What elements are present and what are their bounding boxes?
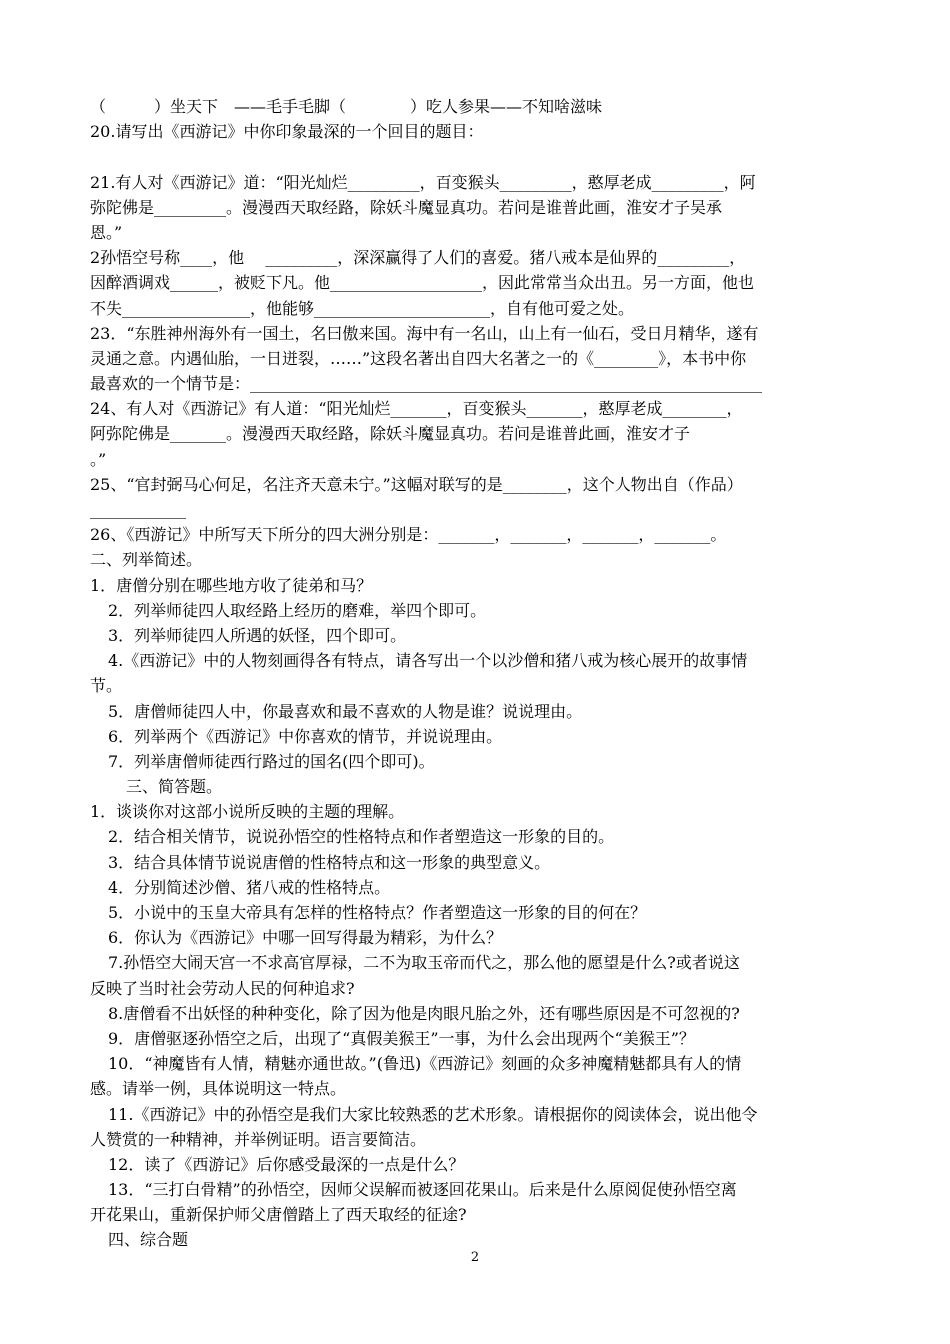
text-line: 3．结合具体情节说说唐僧的性格特点和这一形象的典型意义。 <box>108 852 551 872</box>
text-line: 节。 <box>90 676 123 696</box>
text-line: 弥陀佛是_________。漫漫西天取经路，除妖斗魔显真功。若问是谁普此画，淮安才子吴承 <box>90 197 723 217</box>
text-line: 最喜欢的一个情节是：________________________________________________________________ <box>90 374 763 394</box>
text-line: 1．谈谈你对这部小说所反映的主题的理解。 <box>90 802 405 822</box>
text-line: 灵通之意。内遇仙胎，一日迸裂，……”这段名著出自四大名著之一的《________》，本书中你 <box>90 348 747 368</box>
text-line: 恩。” <box>90 222 123 242</box>
document-body <box>90 94 900 1253</box>
text-line: 因醉酒调戏______，被贬下凡。他___________________，因此常常当众出丑。另一方面，他也 <box>90 273 755 293</box>
text-line: ____________ <box>90 500 186 519</box>
text-line: 7.孙悟空大闹天宫一不求高官厚禄，二不为取玉帝而代之，那么他的愿望是什么?或者说这 <box>108 953 740 973</box>
page-number: 2 <box>470 1250 480 1265</box>
text-line: 5．小说中的玉皇大帝具有怎样的性格特点？作者塑造这一形象的目的何在？ <box>108 903 647 922</box>
text-line: 4.《西游记》中的人物刻画得各有特点，请各写出一个以沙僧和猪八戒为核心展开的故事情 <box>108 651 748 671</box>
text-line: 3．列举师徒四人所遇的妖怪，四个即可。 <box>108 625 407 645</box>
text-line: 感。请举一例，具体说明这一特点。 <box>90 1079 347 1099</box>
text-line: 13．“三打白骨精”的孙悟空，因师父误解而被逐回花果山。后来是什么原阅促使孙悟空离 <box>108 1180 737 1200</box>
text-line: 12．读了《西游记》后你感受最深的一点是什么？ <box>108 1154 465 1174</box>
text-line: 四、综合题 <box>108 1230 189 1250</box>
text-line: 20.请写出《西游记》中你印象最深的一个回目的题目： <box>90 122 484 142</box>
text-line: 10．“神魔皆有人情，精魅亦通世故。”(鲁迅)《西游记》刻画的众多神魔精魅都具有人的情 <box>108 1054 742 1074</box>
text-line: 25、“官封弼马心何足，名注齐天意未宁。”这幅对联写的是________，这个人物出自（作品） <box>90 474 743 494</box>
text-line: 1．唐僧分别在哪些地方收了徒弟和马？ <box>90 575 373 595</box>
text-line: 6．列举两个《西游记》中你喜欢的情节，并说说理由。 <box>108 726 503 746</box>
text-line: 5．唐僧师徒四人中，你最喜欢和最不喜欢的人物是谁？说说理由。 <box>108 701 583 721</box>
text-line: 7．列举唐僧师徒西行路过的国名(四个即可)。 <box>108 751 435 771</box>
text-line: 开花果山，重新保护师父唐僧踏上了西天取经的征途? <box>90 1205 467 1225</box>
text-line: 不失________________，他能够______________________，自有他可爱之处。 <box>90 298 635 318</box>
text-line: 4．分别简述沙僧、猪八戒的性格特点。 <box>108 877 391 897</box>
text-line: 人赞赏的一种精神，并举例证明。语言要简洁。 <box>90 1129 427 1149</box>
text-line: 。” <box>90 449 107 469</box>
text-line: 23．“东胜神州海外有一国土，名曰傲来国。海中有一名山，山上有一仙石，受日月精华，遂有 <box>90 323 759 343</box>
blank-line <box>90 144 900 169</box>
text-line: 2．结合相关情节，说说孙悟空的性格特点和作者塑造这一形象的目的。 <box>108 827 615 847</box>
text-line: 二、列举简述。 <box>90 550 203 570</box>
text-line: 反映了当时社会劳动人民的何种追求? <box>90 978 355 998</box>
text-line: 26、《西游记》中所写天下所分的四大洲分别是：_______，_______，_______，_______。 <box>90 525 727 545</box>
text-line: 21.有人对《西游记》道：“阳光灿烂_________，百变猴头_________，憨厚老成_________，阿 <box>90 172 756 192</box>
text-line: 2孙悟空号称____，他 _________，深深赢得了人们的喜爱。猪八戒本是仙界的_________， <box>90 248 746 268</box>
text-line: 2．列举师徒四人取经路上经历的磨难，举四个即可。 <box>108 600 487 620</box>
text-line: 11.《西游记》中的孙悟空是我们大家比较熟悉的艺术形象。请根据你的阅读体会，说出他令 <box>108 1104 758 1124</box>
text-line: （ ）坐天下 ——毛手毛脚（ ）吃人参果——不知啥滋味 <box>90 97 603 116</box>
text-line: 6．你认为《西游记》中哪一回写得最为精彩，为什么？ <box>108 928 503 948</box>
text-line: 9．唐僧驱逐孙悟空之后，出现了“真假美猴王”一事，为什么会出现两个“美猴王”？ <box>108 1028 695 1048</box>
text-line: 24、有人对《西游记》有人道：“阳光灿烂_______，百变猴头_______，憨厚老成________， <box>90 399 743 419</box>
text-line: 三、简答题。 <box>126 777 223 797</box>
text-line: 8.唐僧看不出妖怪的种种变化，除了因为他是肉眼凡胎之外，还有哪些原因是不可忽视的? <box>108 1003 740 1023</box>
text-line: 阿弥陀佛是_______。漫漫西天取经路，除妖斗魔显真功。若问是谁普此画，淮安才子 <box>90 424 691 444</box>
